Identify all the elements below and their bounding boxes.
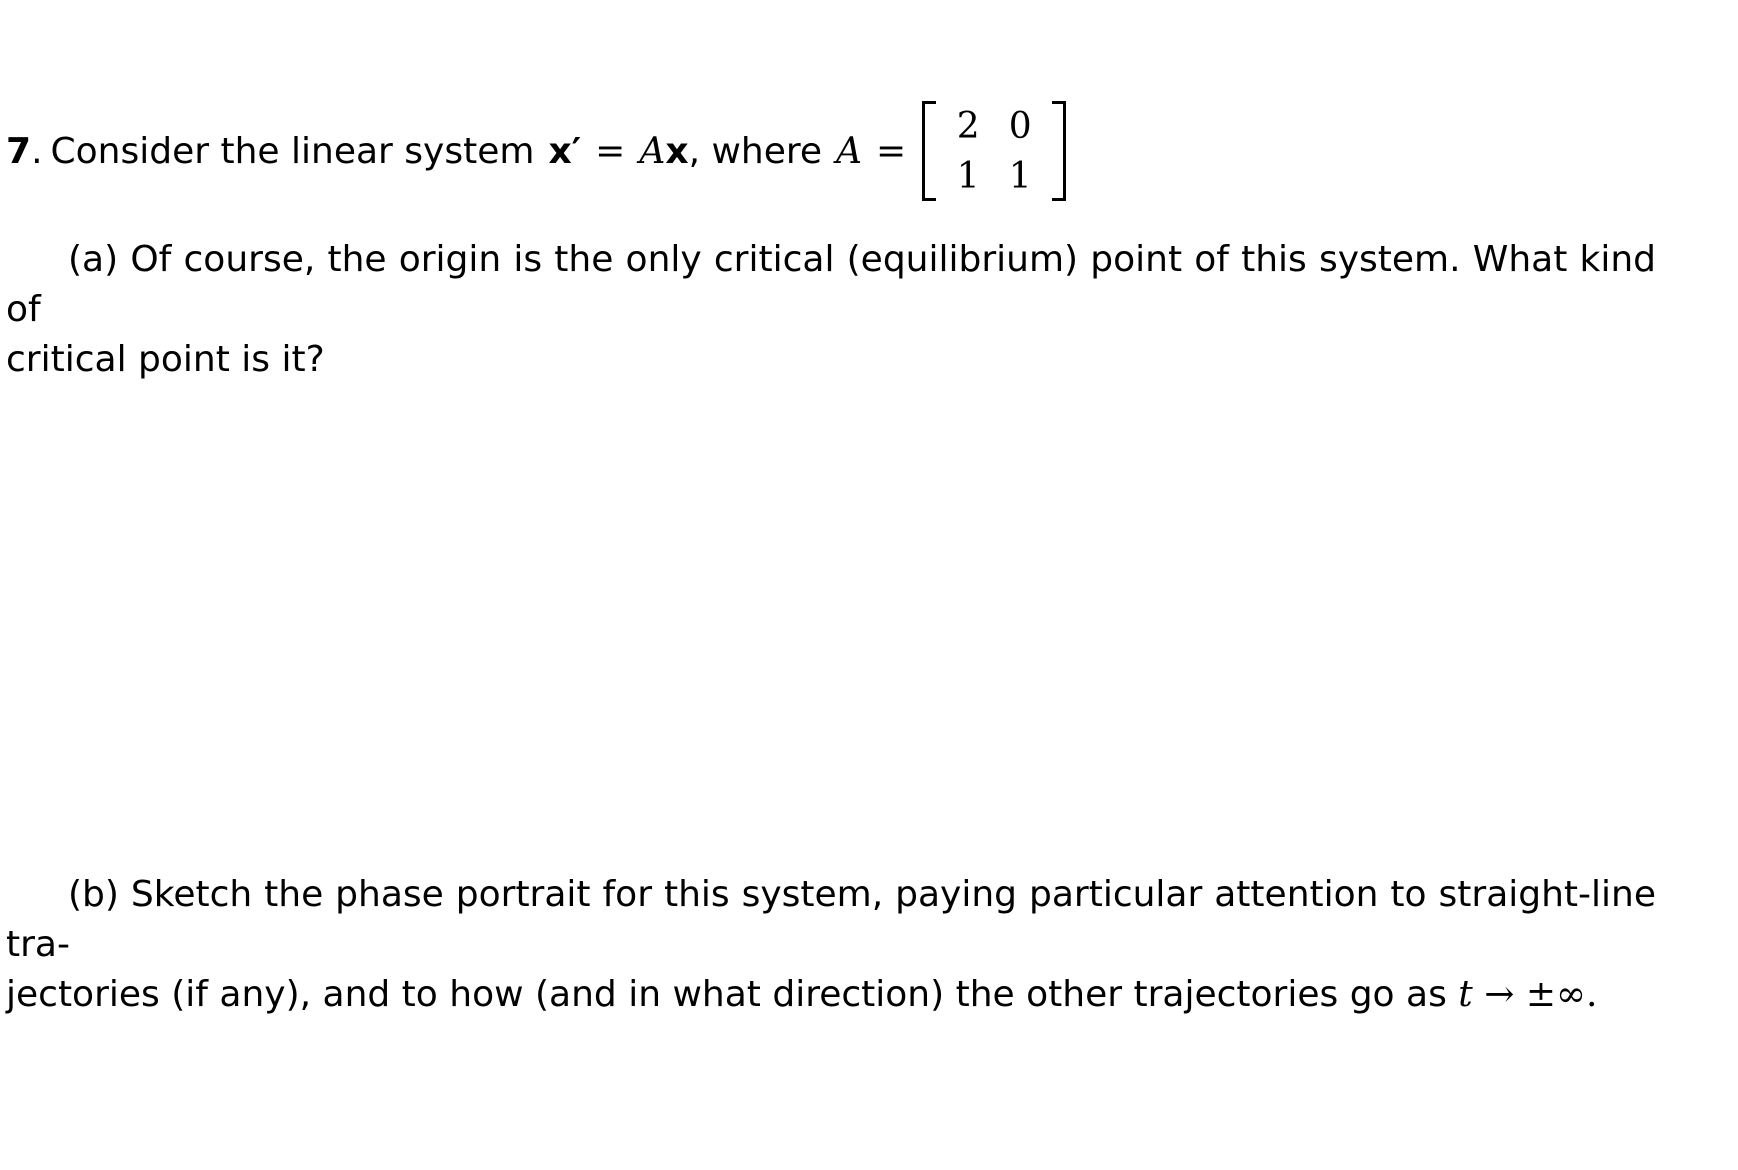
matrix-entry: 1 [1008, 155, 1032, 197]
part-b-question [6, 870, 1656, 1020]
problem-intro: Consider the linear system [50, 130, 535, 172]
t-variable: t [1458, 974, 1473, 1015]
where-text: , where [688, 130, 823, 172]
right-bracket [1052, 101, 1066, 201]
problem-statement: 7 . Consider the linear system x′ = A x , where A = 2 0 1 1 [6, 96, 1066, 206]
equals-sign-2: = [876, 130, 907, 172]
arrow-symbol: → [1484, 974, 1515, 1015]
x-vector-symbol: x [665, 130, 689, 172]
plus-minus-infinity: ±∞. [1525, 974, 1598, 1015]
x-prime-symbol: x′ [548, 130, 582, 172]
part-b-line-1: (b) Sketch the phase portrait for this system, paying particular attention to straight-line tra- [6, 874, 1656, 965]
matrix-a [922, 99, 1066, 203]
matrix-entries [936, 101, 1052, 201]
matrix-entry: 1 [956, 155, 980, 197]
matrix-entry: 0 [1008, 105, 1032, 147]
matrix-a-symbol: A [639, 130, 666, 172]
matrix-a-symbol-2: A [836, 130, 863, 172]
equals-sign: = [595, 130, 626, 172]
part-a-question [6, 235, 1656, 385]
part-b-line-2: jectories (if any), and to how (and in what direction) the other trajectories go as [6, 974, 1447, 1015]
matrix-entry: 2 [956, 105, 980, 147]
part-a-line-2: critical point is it? [6, 339, 325, 380]
part-a-line-1: (a) Of course, the origin is the only critical (equilibrium) point of this system. What kind of [6, 239, 1656, 330]
left-bracket [922, 101, 936, 201]
problem-number: 7 [6, 130, 32, 172]
